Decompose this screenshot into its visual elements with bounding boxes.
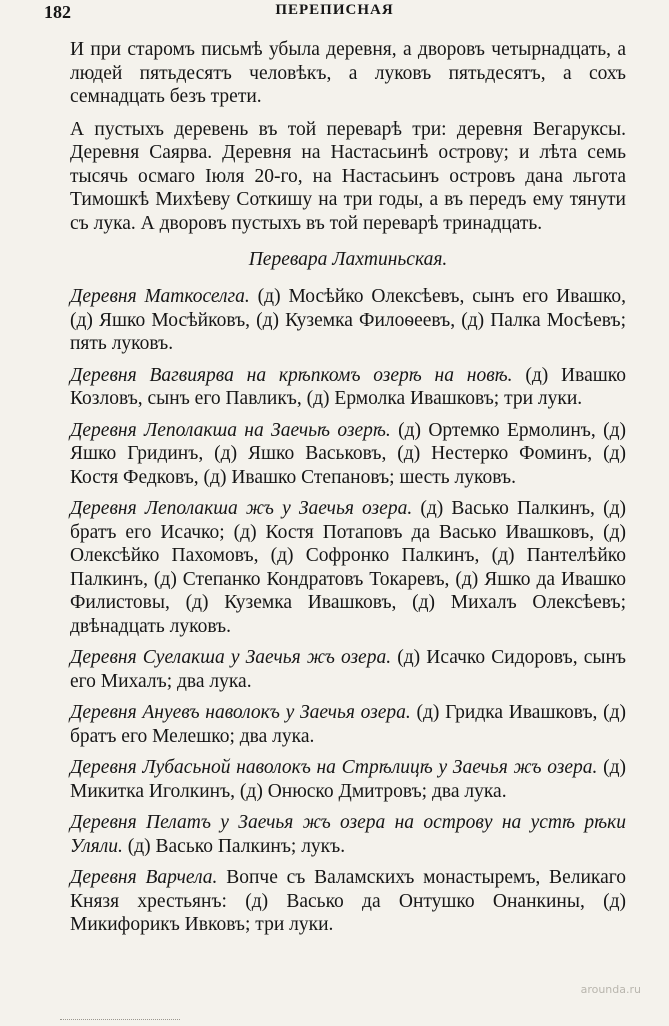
list-item [70,285,626,356]
list-item [70,866,626,937]
list-item [70,756,626,803]
entry-list [70,285,626,937]
footer-rule [60,1019,180,1022]
village-name: Деревня Лубасьной наволокъ на Стрѣлицѣ у Заечья жъ озера. [70,757,598,778]
list-item [70,646,626,693]
entry-text: (д) Васько Палкинъ; лукъ. [122,835,346,857]
entry-text: (д) Микитка Иголкинъ, (д) Онюско Дмитровъ; два лука. [70,757,626,802]
village-name: Деревня Ануевъ наволокъ у Заечья озера. [70,702,411,723]
page-body [70,38,626,945]
list-item [70,419,626,490]
list-item [70,701,626,748]
entry-text: (д) Ортемко Ермолинъ, (д) Яшко Гридинъ, (д) Яшко Васьковъ, (д) Нестерко Фоминъ, (д) Костя Федковъ, (д) Ивашко Степановъ; шесть луковъ. [70,419,626,488]
entry-text: Вопче съ Валамскихъ монастыремъ, Великаго Князя хрестьянъ: (д) Васько да Онтушко Онанкины, (д) Микифорикъ Ивковъ; три луки. [70,867,626,935]
village-name: Деревня Леполакша жъ у Заечья озера. [70,498,413,519]
paragraph: И при старомъ письмѣ убыла деревня, а дворовъ четырнадцать, а людей пятьдесятъ человѣкъ, а луковъ пятьдесятъ, а сохъ семнадцать безъ трети. [70,39,626,107]
list-item [70,497,626,638]
village-name: Деревня Леполакша на Заечьѣ озерѣ. [70,419,391,441]
entry-text: (д) Мосѣйко Олексѣевъ, сынъ его Ивашко, (д) Яшко Мосѣйковъ, (д) Куземка Филоѳеевъ, (д) Палка Мосѣевъ; пять луковъ. [70,286,626,354]
village-name: Деревня Пелатъ у Заечья жъ озера на острову на устѣ рѣки Уляли. [70,812,626,857]
entry-text: (д) Ивашко Козловъ, сынъ его Павликъ, (д) Ермолка Ивашковъ; три луки. [70,364,626,409]
village-name: Деревня Вагвиярва на крѣпкомъ озерѣ на новѣ. [70,364,513,386]
list-item [70,811,626,858]
list-item [70,364,626,411]
page-header [44,2,625,26]
entry-text: (д) Гридка Ивашковъ, (д) братъ его Мелешко; два лука. [70,702,626,747]
paragraph: А пустыхъ деревень въ той переварѣ три: деревня Вегаруксы. Деревня Саярва. Деревня на Настасьинѣ острову; и лѣта семь тысячь осмаго Іюля 20-го, на Настасьинъ островъ дана льгота Тимошкѣ Михѣеву Соткишу на три годы, а въ передъ ему тянути съ лука. А дворовъ пустыхъ въ той переварѣ тринадцать. [70,118,626,234]
running-title: ПЕРЕПИСНАЯ [275,2,394,18]
section-heading: Перевара Лахтиньская. [248,249,448,270]
watermark: arounda.ru [580,983,641,996]
village-name: Деревня Маткоселга. [70,286,250,307]
village-name: Деревня Варчела. [70,867,218,888]
village-name: Деревня Суелакша у Заечья жъ озера. [70,647,392,668]
entry-text: (д) Исачко Сидоровъ, сынъ его Михалъ; два лука. [70,647,626,692]
entry-text: (д) Васько Палкинъ, (д) братъ его Исачко; (д) Костя Потаповъ да Васько Ивашковъ, (д) Олексѣйко Пахомовъ, (д) Софронко Палкинъ, (д) Пантелѣйко Палкинъ, (д) Степанко Кондратовъ Токаревъ, (д) Яшко да Ивашко Филистовы, (д) Куземка Ивашковъ, (д) Михалъ Олексѣевъ; двѣнадцать луковъ. [70,498,626,637]
page-number: 182 [44,2,71,22]
intro-paragraphs [70,38,626,235]
